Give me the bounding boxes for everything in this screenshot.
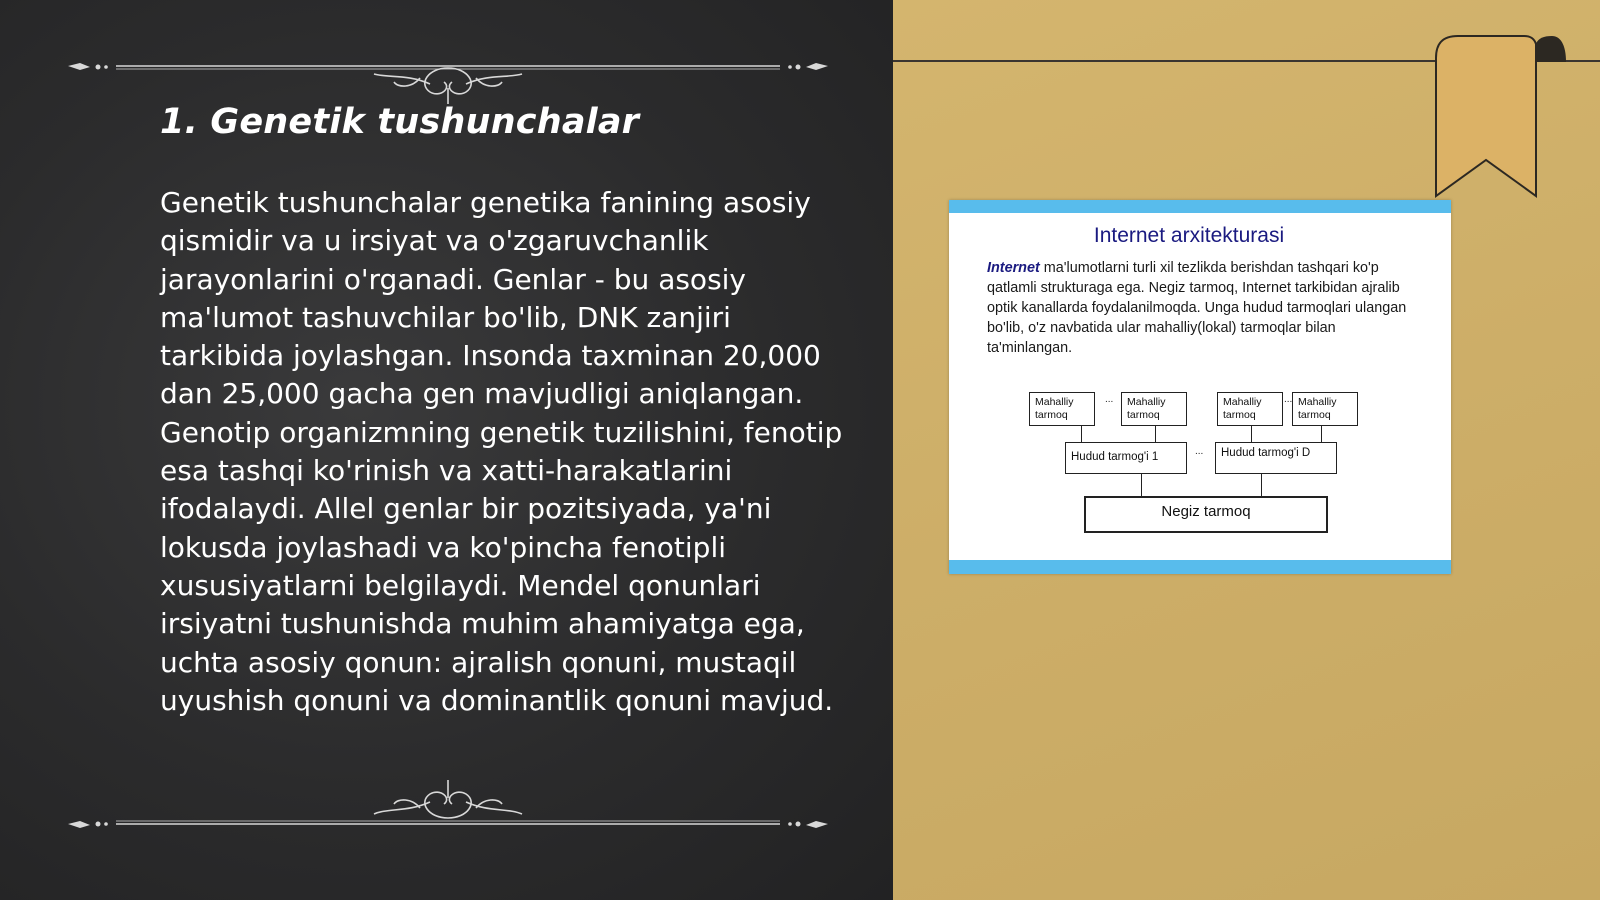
inset-title: Internet arxitekturasi <box>1093 224 1285 247</box>
slide-body-text: Genetik tushunchalar genetika fanining asosiy qismidir va u irsiyat va o'zgaruvchanlik jarayonlarini o'rganadi. Genlar - bu asosiy ma'lumot tashuvchilar bo'lib, DNK zanjiri tarkibida joylashgan. Insonda taxminan 20,000 dan 25,000 gacha gen mavjudligi aniqlangan. Genotip organizmning genetik tuzilishini, fenotip esa tashqi ko'rinish va xatti-harakatlarini ifodalaydi. Allel genlar bir pozitsiyada, ya'ni lokusda joylashadi va ko'pincha fenotipli xususiyatlarni belgilaydi. Mendel qonunlari irsiyatni tushunishda muhim ahamiyatga ega, uchta asosiy qonun: ajralish qonuni, mustaqil uyushish qonuni va dominantlik qonuni mavjud. <box>160 186 843 717</box>
local-network-box: Mahalliy tarmoq <box>1121 392 1187 426</box>
bookmark-ribbon-icon <box>1434 34 1566 198</box>
inset-keyword: Internet <box>987 260 1040 276</box>
inset-bottom-bar <box>949 560 1451 574</box>
connector-line <box>1261 474 1262 496</box>
regional-network-d-box: Hudud tarmog'i D <box>1215 442 1337 474</box>
core-network-box: Negiz tarmoq <box>1084 496 1328 533</box>
ornament-top-icon <box>68 44 828 104</box>
ellipsis-dots: ... <box>1195 446 1204 457</box>
ornament-bottom-icon <box>68 772 828 832</box>
ellipsis-dots: ... <box>1284 394 1293 405</box>
connector-line <box>1081 426 1082 442</box>
network-diagram <box>949 200 1451 574</box>
connector-line <box>1251 426 1252 442</box>
slide-title: 1. Genetik tushunchalar <box>160 102 640 142</box>
inset-slide-image <box>949 200 1451 574</box>
inset-paragraph-text: ma'lumotlarni turli xil tezlikda berishdan tashqari ko'p qatlamli strukturaga ega. Negiz tarmoq, Internet tarkibidan ajralib optik kanallarda foydalanilmoqda. Unga hudud tarmoqlari ulangan bo'lib, o'z navbatida ular mahalliy(lokal) tarmoqlar bilan ta'minlangan. <box>987 260 1407 356</box>
ellipsis-dots: ... <box>1105 394 1114 405</box>
local-network-box: Mahalliy tarmoq <box>1029 392 1095 426</box>
connector-line <box>1141 474 1142 496</box>
connector-line <box>1155 426 1156 442</box>
local-network-box: Mahalliy tarmoq <box>1292 392 1358 426</box>
connector-line <box>1321 426 1322 442</box>
regional-network-1-box: Hudud tarmog'i 1 <box>1065 442 1187 474</box>
local-network-box: Mahalliy tarmoq <box>1217 392 1283 426</box>
